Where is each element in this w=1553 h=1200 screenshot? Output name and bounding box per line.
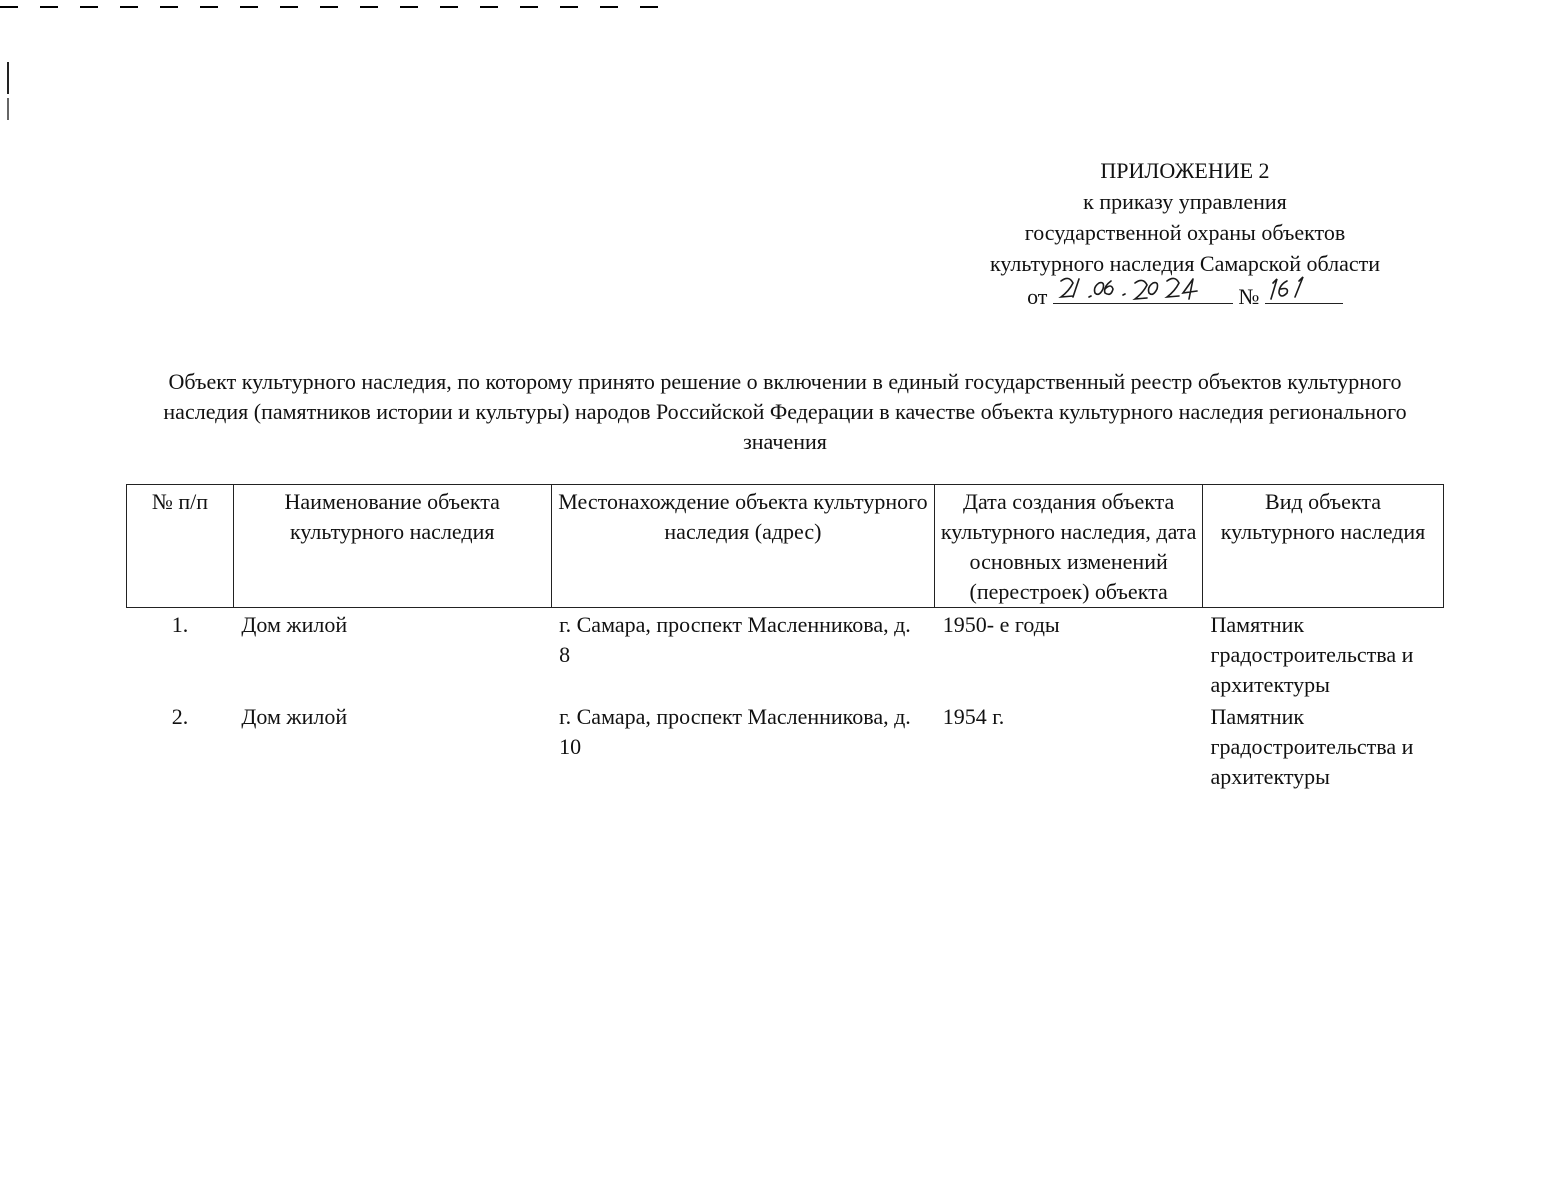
row-date: 1954 г. (942, 704, 1005, 729)
handwritten-date-scribble (1053, 275, 1233, 301)
appendix-line: к приказу управления (1083, 189, 1287, 214)
row-address: г. Самара, проспект Масленникова, д. 8 (559, 612, 911, 667)
row-name: Дом жилой (241, 704, 348, 729)
row-date: 1950- е годы (942, 612, 1060, 637)
row-name: Дом жилой (241, 612, 348, 637)
row-address: г. Самара, проспект Масленникова, д. 10 (559, 704, 911, 759)
header-name: Наименование объекта культурного наследия (233, 485, 551, 608)
appendix-title: ПРИЛОЖЕНИЕ 2 (1100, 158, 1270, 183)
number-prefix: № (1238, 284, 1260, 309)
appendix-block (940, 155, 1430, 312)
table-row (127, 700, 1444, 792)
heritage-objects-table (126, 484, 1444, 792)
row-type: Памятник градостроительства и архитектуры (1210, 704, 1414, 789)
appendix-line: государственной охраны объектов (1024, 220, 1346, 245)
row-number: 2. (171, 704, 189, 729)
table-row (127, 608, 1444, 701)
row-number: 1. (171, 612, 189, 637)
document-title: Объект культурного наследия, по которому принято решение о включении в единый государственный реестр объектов культурного наследия (памятников истории и культуры) народов Российской Федерации в качестве объекта культурного наследия регионального значения (163, 369, 1407, 454)
table-header-row (127, 485, 1444, 608)
appendix-line: культурного наследия Самарской области (989, 251, 1381, 276)
header-type: Вид объекта культурного наследия (1203, 485, 1444, 608)
handwritten-number (1265, 279, 1343, 304)
scan-margin-mark (7, 98, 9, 120)
header-date: Дата создания объекта культурного наследия, дата основных изменений (перестроек) объекта (935, 485, 1203, 608)
date-prefix: от (1027, 284, 1048, 309)
scan-edge-marks (0, 0, 680, 10)
order-date-line (940, 279, 1430, 312)
header-address: Местонахождение объекта культурного наследия (адрес) (551, 485, 935, 608)
row-type: Памятник градостроительства и архитектуры (1210, 612, 1414, 697)
handwritten-number-scribble (1265, 275, 1343, 301)
header-number: № п/п (127, 485, 234, 608)
handwritten-date (1053, 279, 1233, 304)
scan-margin-mark (7, 62, 9, 94)
